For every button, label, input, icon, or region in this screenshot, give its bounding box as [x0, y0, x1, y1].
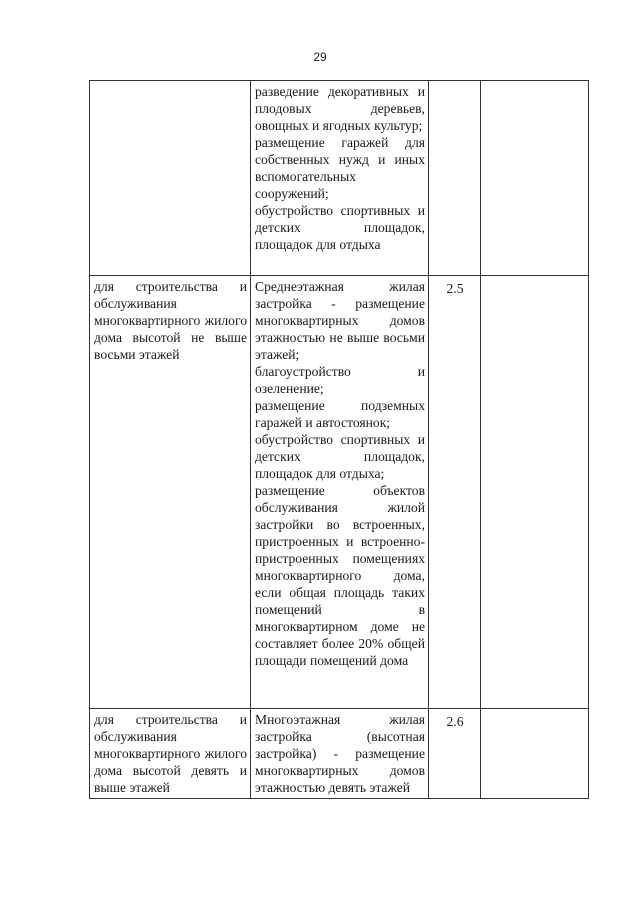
- description-cell: [251, 709, 429, 799]
- table-row: [90, 276, 589, 709]
- code-cell: [429, 276, 481, 709]
- code-value: 2.5: [446, 281, 464, 296]
- code-cell: [429, 81, 481, 276]
- table-row: [90, 81, 589, 276]
- description-line: Среднеэтажная жилая застройка - размещение многоквартирных домов этажностью не выше восьми этажей;: [255, 279, 425, 362]
- notes-cell: [481, 81, 589, 276]
- description-line: Многоэтажная жилая застройка (высотная застройка) - размещение многоквартирных домов этажностью девять этажей: [255, 712, 425, 795]
- code-value: [433, 83, 477, 85]
- code-value: 2.6: [446, 714, 464, 729]
- description-line: обустройство спортивных и детских площадок, площадок для отдыха;: [255, 432, 425, 481]
- description-line: обустройство спортивных и детских площадок, площадок для отдыха: [255, 203, 425, 252]
- purpose-cell: для строительства и обслуживания многоквартирного жилого дома высотой не выше восьми этажей: [90, 276, 251, 709]
- description-line: размещение гаражей для собственных нужд и иных вспомогательных сооружений;: [255, 135, 425, 201]
- description-line: размещение подземных гаражей и автостоянок;: [255, 398, 425, 430]
- description-line: разведение декоративных и плодовых деревьев, овощных и ягодных культур;: [255, 84, 425, 133]
- code-cell: [429, 709, 481, 799]
- purpose-cell: [90, 81, 251, 276]
- notes-cell: [481, 276, 589, 709]
- description-cell: [251, 276, 429, 709]
- notes-cell: [481, 709, 589, 799]
- description-line: размещение объектов обслуживания жилой застройки во встроенных, пристроенных и встроенно-пристроенных помещениях многоквартирного дома, если общая площадь таких помещений в многоквартирном доме не составляет более 20% общей площади помещений дома: [255, 483, 425, 668]
- description-cell: [251, 81, 429, 276]
- table-row: [90, 709, 589, 799]
- purpose-cell: для строительства и обслуживания многоквартирного жилого дома высотой девять и выше этажей: [90, 709, 251, 799]
- description-line: благоустройство и озеленение;: [255, 364, 425, 396]
- page-number: 29: [313, 50, 327, 64]
- land-use-table: [89, 80, 589, 799]
